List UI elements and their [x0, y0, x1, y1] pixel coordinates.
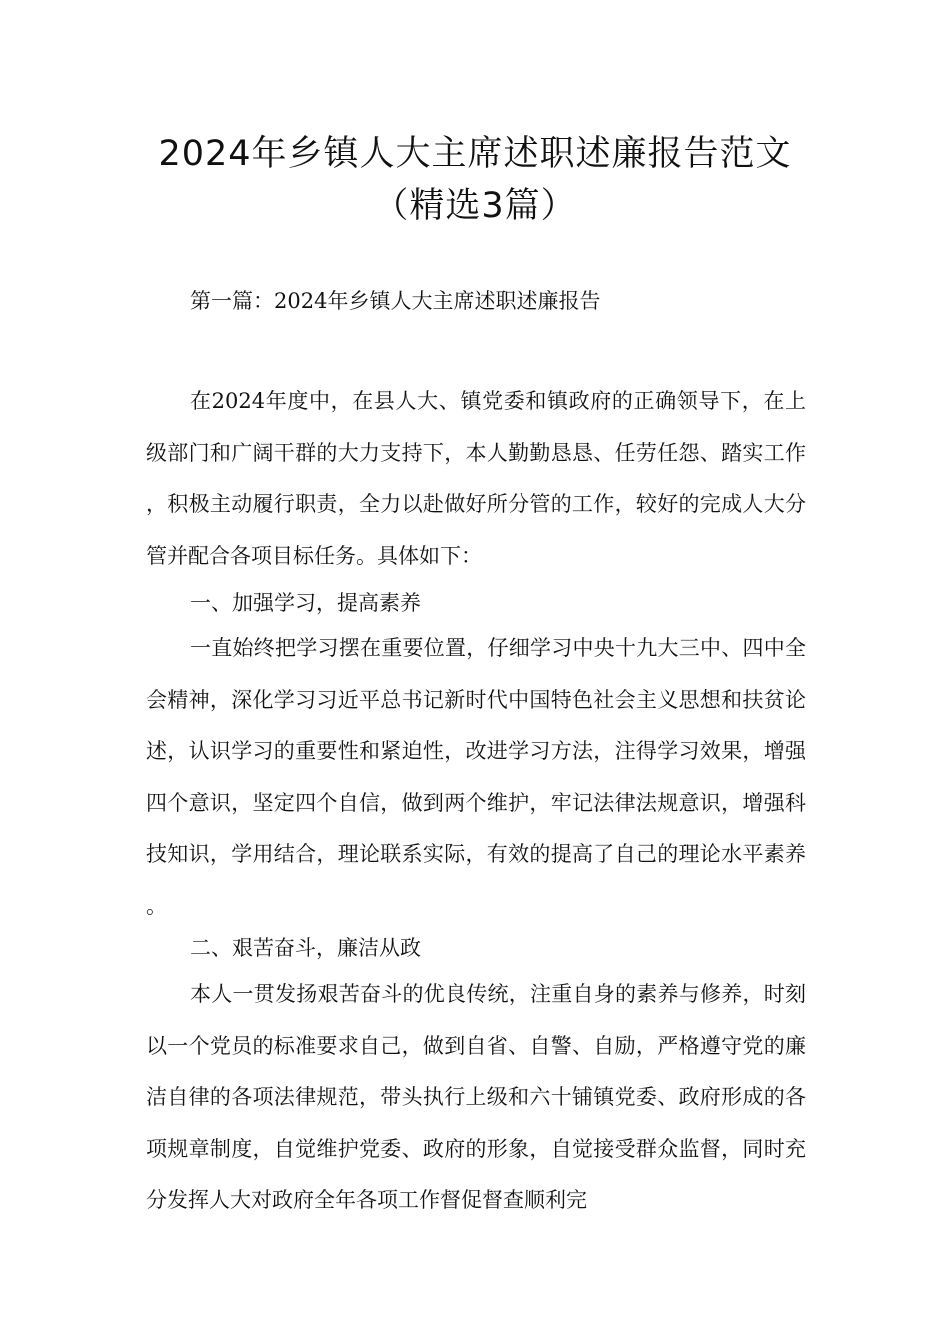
- intro-paragraph: 在2024年度中，在县人大、镇党委和镇政府的正确领导下，在上级部门和广阔干群的大力支持下，本人勤勤恳恳、任劳任怨、踏实工作，积极主动履行职责，全力以赴做好所分管的工作，较好的完成人大分管并配合各项目标任务。具体如下：: [146, 389, 806, 568]
- section1-heading: 一、加强学习，提高素养: [190, 591, 421, 615]
- document-title-line1: 2024年乡镇人大主席述职述廉报告范文: [158, 134, 792, 174]
- section2-heading: 二、艰苦奋斗，廉洁从政: [190, 936, 421, 960]
- section1-body: 一直始终把学习摆在重要位置，仔细学习中央十九大三中、四中全会精神，深化学习习近平总书记新时代中国特色社会主义思想和扶贫论述，认识学习的重要性和紧迫性，改进学习方法，注得学习效果，增强四个意识，坚定四个自信，做到两个维护，牢记法律法规意识，增强科技知识，学用结合，理论联系实际，有效的提高了自己的理论水平素养。: [146, 636, 806, 918]
- part-heading: 第一篇：2024年乡镇人大主席述职述廉报告: [190, 289, 601, 313]
- document-title-line2: （精选3篇）: [373, 186, 577, 226]
- section2-body: 本人一贯发扬艰苦奋斗的优良传统，注重自身的素养与修养，时刻以一个党员的标准要求自己，做到自省、自警、自励，严格遵守党的廉洁自律的各项法律规范，带头执行上级和六十铺镇党委、政府形成的各项规章制度，自觉维护党委、政府的形象，自觉接受群众监督，同时充分发挥人大对政府全年各项工作督促督查顺利完: [146, 982, 806, 1212]
